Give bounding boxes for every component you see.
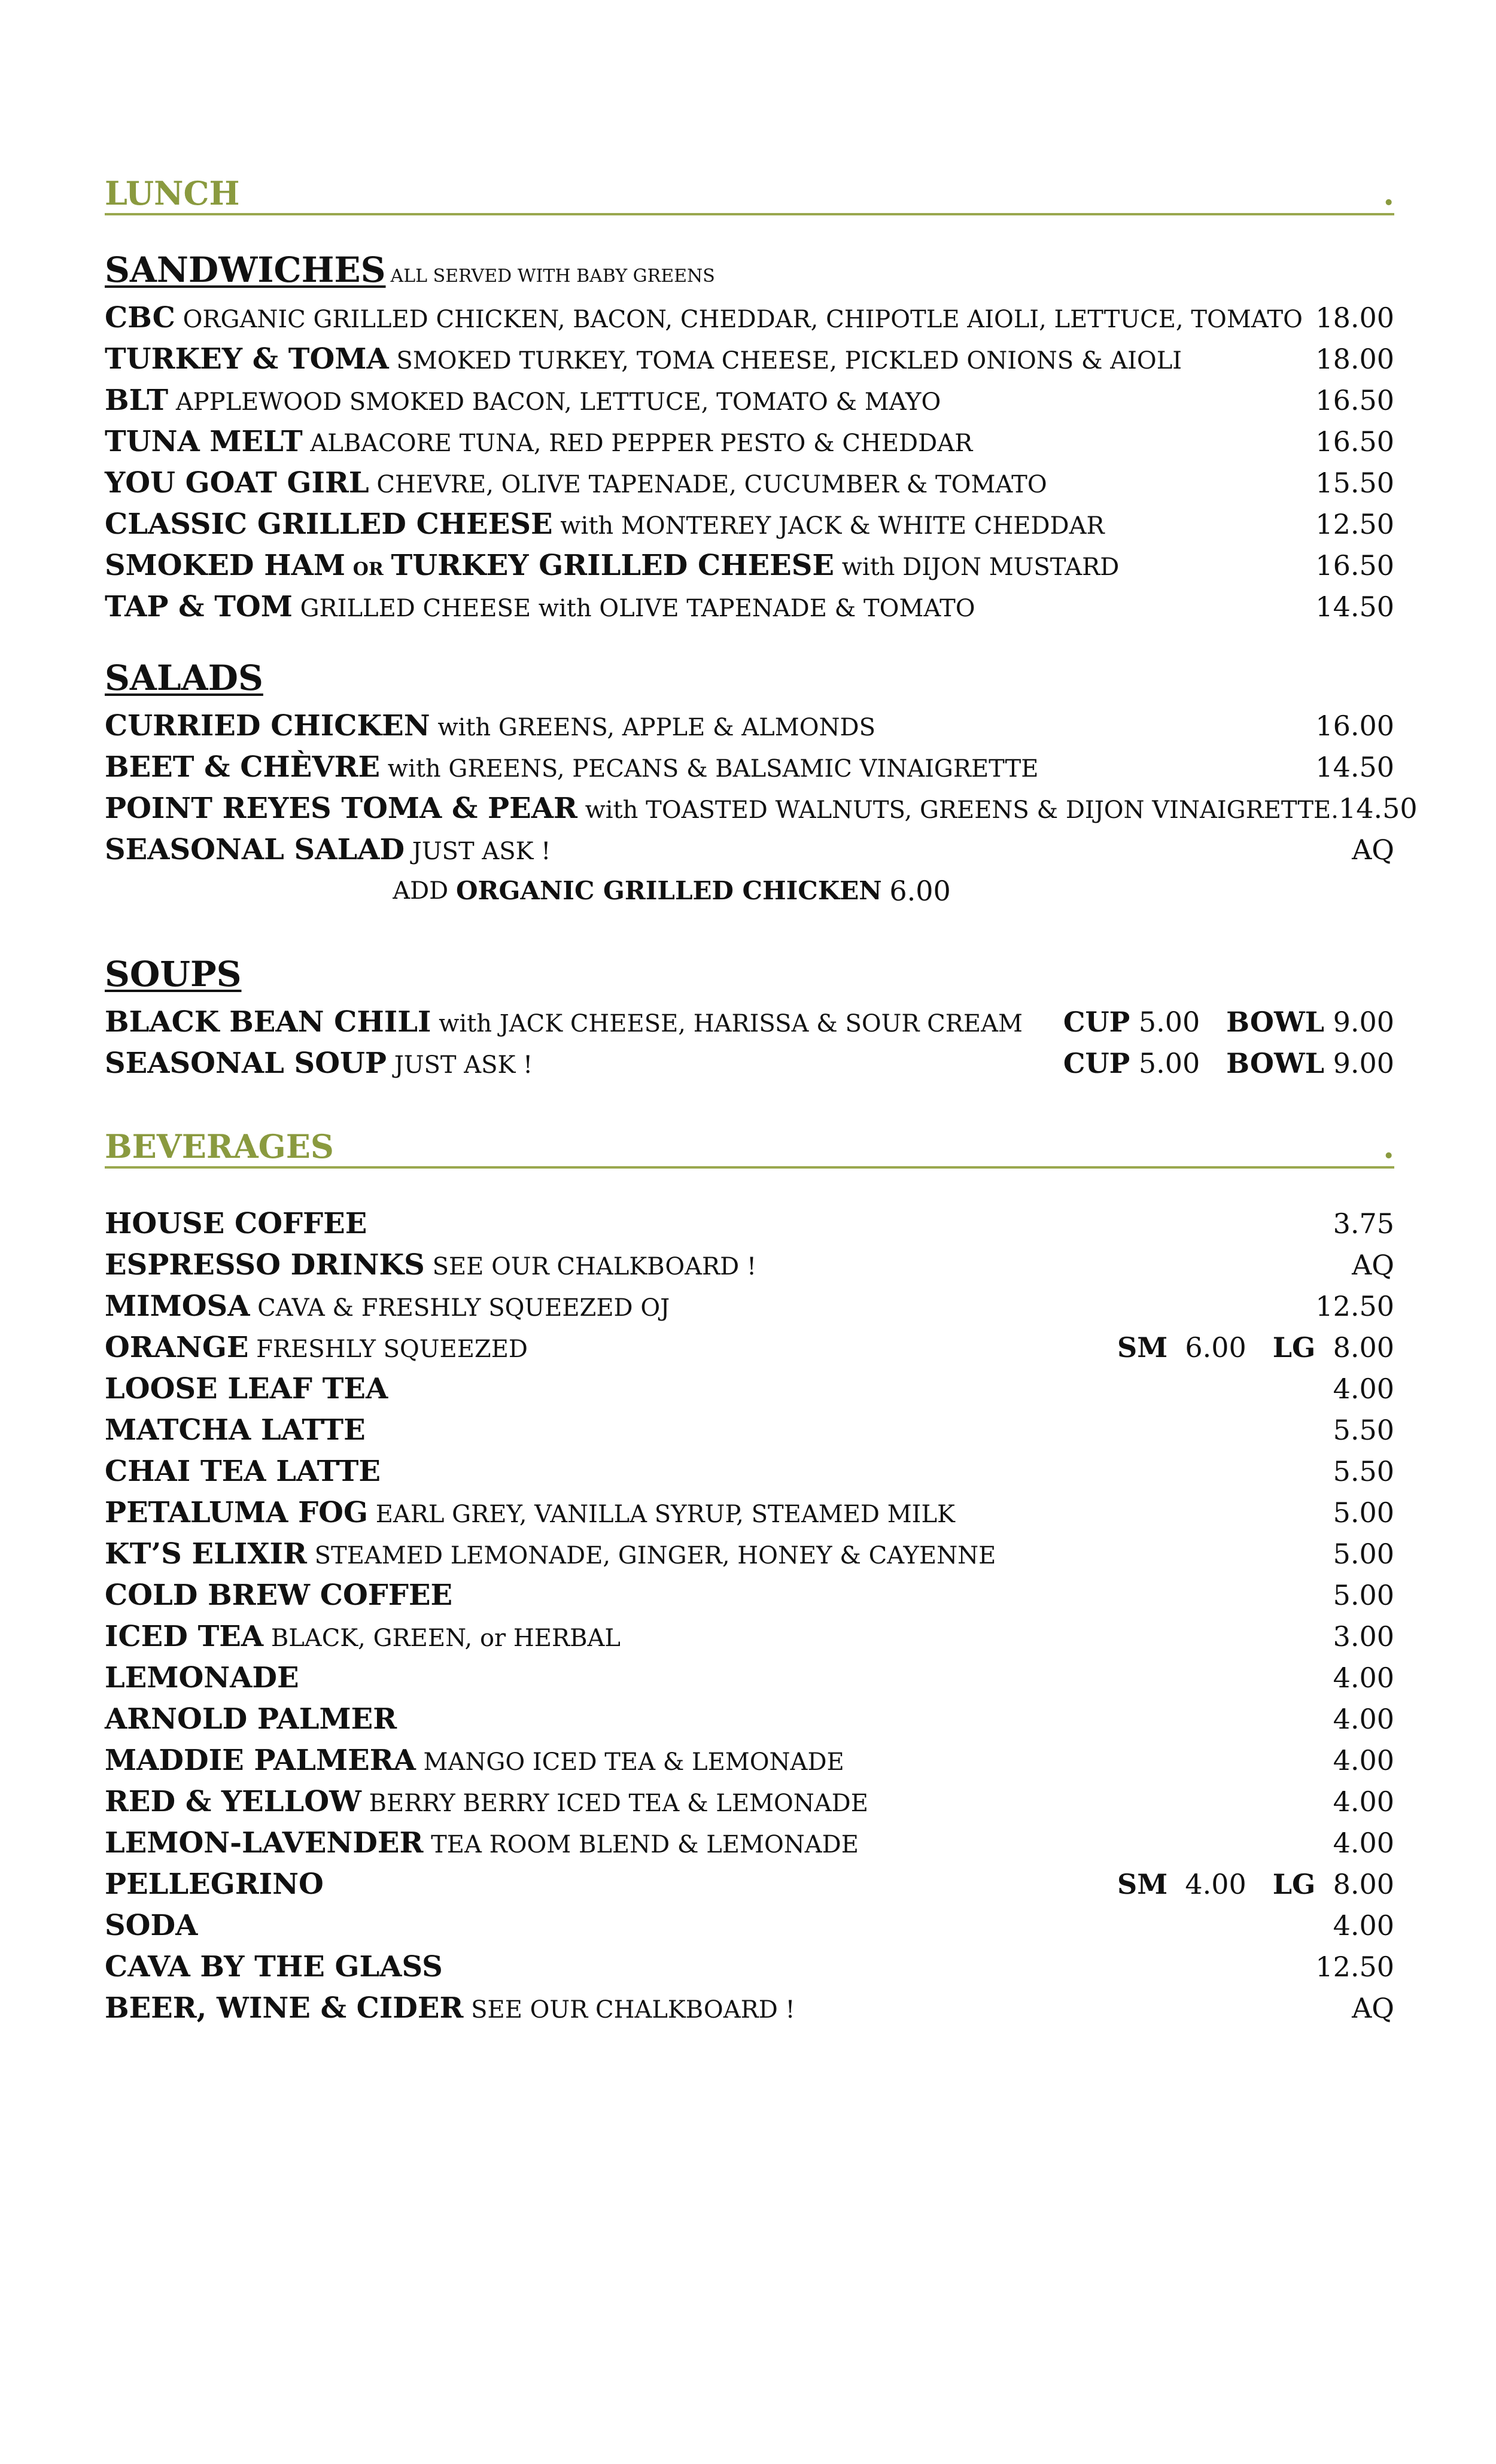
item-description: CHEVRE, OLIVE TAPENADE, CUCUMBER & TOMATO	[376, 470, 1047, 498]
item-description: MANGO ICED TEA & LEMONADE	[423, 1748, 844, 1776]
item-price: 12.50	[1315, 1289, 1394, 1322]
item-description: ALBACORE TUNA, RED PEPPER PESTO & CHEDDAR	[310, 429, 973, 457]
item-name: PELLEGRINO	[105, 1867, 324, 1901]
item-price: AQ	[1352, 833, 1394, 866]
beverages-list	[105, 1203, 1394, 2028]
item-price: AQ	[1352, 1248, 1394, 1281]
addon-name: ORGANIC GRILLED CHICKEN	[455, 876, 882, 905]
beverages-title: BEVERAGES	[105, 1127, 334, 1166]
item-name: LOOSE LEAF TEA	[105, 1371, 388, 1406]
size-price: 9.00	[1333, 1047, 1394, 1079]
item-price: 4.00	[1333, 1661, 1394, 1694]
item-price: 4.00	[1333, 1785, 1394, 1818]
item-name: CHAI TEA LATTE	[105, 1454, 381, 1488]
size-price: 5.00	[1138, 1005, 1200, 1038]
item-price: 14.50	[1315, 590, 1394, 623]
salads-title: SALADS	[105, 658, 263, 698]
menu-item	[105, 1657, 1394, 1698]
item-price: 14.50	[1338, 792, 1418, 825]
item-price: 4.00	[1333, 1744, 1394, 1776]
item-description: with GREENS, PECANS & BALSAMIC VINAIGRETTE	[387, 755, 1039, 783]
menu-item	[105, 1042, 1394, 1084]
salad-addon	[105, 870, 1394, 911]
size-price: 9.00	[1333, 1005, 1394, 1038]
item-price: 5.00	[1333, 1578, 1394, 1611]
lunch-section-header	[105, 175, 1394, 215]
menu-item	[105, 462, 1394, 503]
item-price: 4.00	[1333, 1909, 1394, 1942]
menu-item	[105, 1492, 1394, 1533]
sandwiches-heading	[105, 250, 715, 296]
item-price: 5.00	[1333, 1496, 1394, 1529]
item-name: MATCHA LATTE	[105, 1413, 366, 1447]
item-name: POINT REYES TOMA & PEAR	[105, 791, 577, 825]
item-description: TEA ROOM BLEND & LEMONADE	[431, 1830, 859, 1858]
item-name: ORANGE	[105, 1330, 249, 1364]
menu-item	[105, 1327, 1394, 1368]
menu-item	[105, 1863, 1394, 1905]
menu-item	[105, 1001, 1394, 1042]
item-name: TUNA MELT	[105, 424, 303, 458]
item-description: with GREENS, APPLE & ALMONDS	[437, 713, 875, 741]
item-size-prices	[1117, 1868, 1394, 1900]
item-description: BLACK, GREEN, or HERBAL	[270, 1624, 621, 1652]
menu-item	[105, 1616, 1394, 1657]
item-name: CAVA BY THE GLASS	[105, 1949, 443, 1984]
item-price: 3.75	[1333, 1207, 1394, 1240]
menu-item	[105, 1987, 1394, 2028]
menu-item	[105, 1203, 1394, 1244]
size-price: 4.00	[1185, 1867, 1246, 1900]
soups-title: SOUPS	[105, 954, 242, 994]
size-price: 5.00	[1138, 1047, 1200, 1079]
menu-item	[105, 544, 1394, 586]
size-price: 6.00	[1185, 1331, 1246, 1364]
item-name: YOU GOAT GIRL	[105, 466, 369, 500]
item-price: 15.50	[1315, 466, 1394, 499]
salads-heading	[105, 658, 263, 698]
menu-item	[105, 829, 1394, 870]
menu-item	[105, 1285, 1394, 1327]
menu-item	[105, 1946, 1394, 1987]
menu-item	[105, 503, 1394, 544]
menu-item	[105, 1739, 1394, 1781]
item-name-secondary: TURKEY GRILLED CHEESE	[391, 548, 834, 582]
size-label: CUP	[1063, 1047, 1130, 1079]
item-name: ARNOLD PALMER	[105, 1702, 397, 1736]
menu-item	[105, 297, 1394, 338]
item-name: HOUSE COFFEE	[105, 1206, 367, 1240]
item-price: 3.00	[1333, 1620, 1394, 1653]
size-label: BOWL	[1226, 1005, 1324, 1038]
item-name: SEASONAL SOUP	[105, 1046, 387, 1080]
item-name: PETALUMA FOG	[105, 1495, 368, 1529]
item-price: 12.50	[1315, 1950, 1394, 1983]
item-description: EARL GREY, VANILLA SYRUP, STEAMED MILK	[375, 1500, 955, 1528]
item-price: 5.50	[1333, 1455, 1394, 1487]
item-name: LEMON-LAVENDER	[105, 1826, 424, 1860]
item-name: SMOKED HAM	[105, 548, 345, 582]
item-name: BLACK BEAN CHILI	[105, 1005, 431, 1039]
item-description: APPLEWOOD SMOKED BACON, LETTUCE, TOMATO & MAYO	[175, 388, 941, 416]
item-size-prices	[1063, 1006, 1394, 1038]
size-price: 8.00	[1333, 1331, 1394, 1364]
sandwiches-note: ALL SERVED WITH BABY GREENS	[390, 266, 715, 287]
item-description: ORGANIC GRILLED CHICKEN, BACON, CHEDDAR, CHIPOTLE AIOLI, LETTUCE, TOMATO	[183, 305, 1303, 333]
item-name: COLD BREW COFFEE	[105, 1578, 453, 1612]
size-price: 8.00	[1333, 1867, 1394, 1900]
size-label: CUP	[1063, 1005, 1130, 1038]
size-label: SM	[1117, 1331, 1168, 1364]
item-price: AQ	[1352, 1991, 1394, 2024]
menu-item	[105, 1533, 1394, 1574]
menu-item	[105, 421, 1394, 462]
item-description: SEE OUR CHALKBOARD !	[471, 1995, 795, 2024]
menu-item	[105, 1781, 1394, 1822]
item-price: 12.50	[1315, 507, 1394, 540]
item-price: 5.00	[1333, 1537, 1394, 1570]
item-price: 14.50	[1315, 750, 1394, 783]
size-label: SM	[1117, 1867, 1168, 1900]
item-description: with MONTEREY JACK & WHITE CHEDDAR	[560, 512, 1105, 540]
soups-heading	[105, 954, 242, 994]
item-name: CLASSIC GRILLED CHEESE	[105, 507, 553, 541]
item-description: BERRY BERRY ICED TEA & LEMONADE	[369, 1789, 868, 1817]
menu-item	[105, 379, 1394, 421]
menu-item	[105, 705, 1394, 746]
item-or-connector: OR	[352, 558, 384, 580]
item-name: CBC	[105, 300, 175, 334]
menu-item	[105, 1244, 1394, 1285]
menu-item	[105, 1574, 1394, 1616]
item-price: 4.00	[1333, 1826, 1394, 1859]
menu-item	[105, 1450, 1394, 1492]
menu-item	[105, 1905, 1394, 1946]
sandwiches-title: SANDWICHES	[105, 250, 386, 290]
item-description: SEE OUR CHALKBOARD !	[432, 1252, 757, 1280]
size-label: BOWL	[1226, 1047, 1324, 1079]
item-name: ESPRESSO DRINKS	[105, 1248, 425, 1282]
item-name: BEET & CHÈVRE	[105, 750, 381, 784]
addon-price: 6.00	[889, 874, 951, 907]
item-name: CURRIED CHICKEN	[105, 708, 430, 743]
menu-item	[105, 1409, 1394, 1450]
item-name: MIMOSA	[105, 1289, 250, 1323]
beverages-title-dot: .	[1383, 1127, 1394, 1166]
item-price: 18.00	[1315, 342, 1394, 375]
item-name: SODA	[105, 1908, 198, 1942]
menu-item	[105, 1368, 1394, 1409]
soups-list	[105, 1001, 1394, 1084]
item-name: BEER, WINE & CIDER	[105, 1991, 464, 2025]
item-price: 16.50	[1315, 425, 1394, 458]
item-name: BLT	[105, 383, 169, 417]
size-label: LG	[1272, 1867, 1316, 1900]
item-name: KT’S ELIXIR	[105, 1537, 307, 1571]
item-name: RED & YELLOW	[105, 1784, 361, 1818]
item-description: CAVA & FRESHLY SQUEEZED OJ	[257, 1294, 670, 1322]
item-price: 16.50	[1315, 384, 1394, 416]
menu-item	[105, 1822, 1394, 1863]
item-price: 4.00	[1333, 1702, 1394, 1735]
item-description: JUST ASK !	[412, 837, 551, 865]
menu-item	[105, 787, 1418, 829]
item-description: with TOASTED WALNUTS, GREENS & DIJON VINAIGRETTE.	[585, 796, 1339, 824]
item-name: MADDIE PALMERA	[105, 1743, 416, 1777]
item-description: with JACK CHEESE, HARISSA & SOUR CREAM	[439, 1009, 1023, 1038]
item-name: LEMONADE	[105, 1660, 299, 1695]
addon-prefix: ADD	[393, 877, 449, 905]
item-price: 16.50	[1315, 549, 1394, 582]
item-name: ICED TEA	[105, 1619, 264, 1653]
item-price: 4.00	[1333, 1372, 1394, 1405]
sandwiches-list	[105, 297, 1394, 627]
menu-item	[105, 338, 1394, 379]
item-name: SEASONAL SALAD	[105, 832, 405, 866]
menu-item	[105, 1698, 1394, 1739]
item-description: with DIJON MUSTARD	[841, 553, 1120, 581]
lunch-title: LUNCH	[105, 174, 240, 212]
item-size-prices	[1063, 1047, 1394, 1079]
item-description: SMOKED TURKEY, TOMA CHEESE, PICKLED ONIONS & AIOLI	[396, 346, 1182, 375]
item-description: GRILLED CHEESE with OLIVE TAPENADE & TOMATO	[300, 594, 975, 622]
lunch-title-dot: .	[1383, 174, 1394, 212]
item-name: TURKEY & TOMA	[105, 342, 389, 376]
item-description: FRESHLY SQUEEZED	[256, 1335, 528, 1363]
item-price: 18.00	[1315, 301, 1394, 334]
item-description: STEAMED LEMONADE, GINGER, HONEY & CAYENNE	[314, 1541, 996, 1569]
item-description: JUST ASK !	[394, 1051, 533, 1079]
menu-item	[105, 586, 1394, 627]
size-label: LG	[1272, 1331, 1316, 1364]
item-size-prices	[1117, 1331, 1394, 1364]
salads-list	[105, 705, 1418, 911]
item-price: 5.50	[1333, 1413, 1394, 1446]
menu-item	[105, 746, 1394, 787]
item-price: 16.00	[1315, 709, 1394, 742]
beverages-section-header	[105, 1128, 1394, 1169]
item-name: TAP & TOM	[105, 589, 293, 623]
